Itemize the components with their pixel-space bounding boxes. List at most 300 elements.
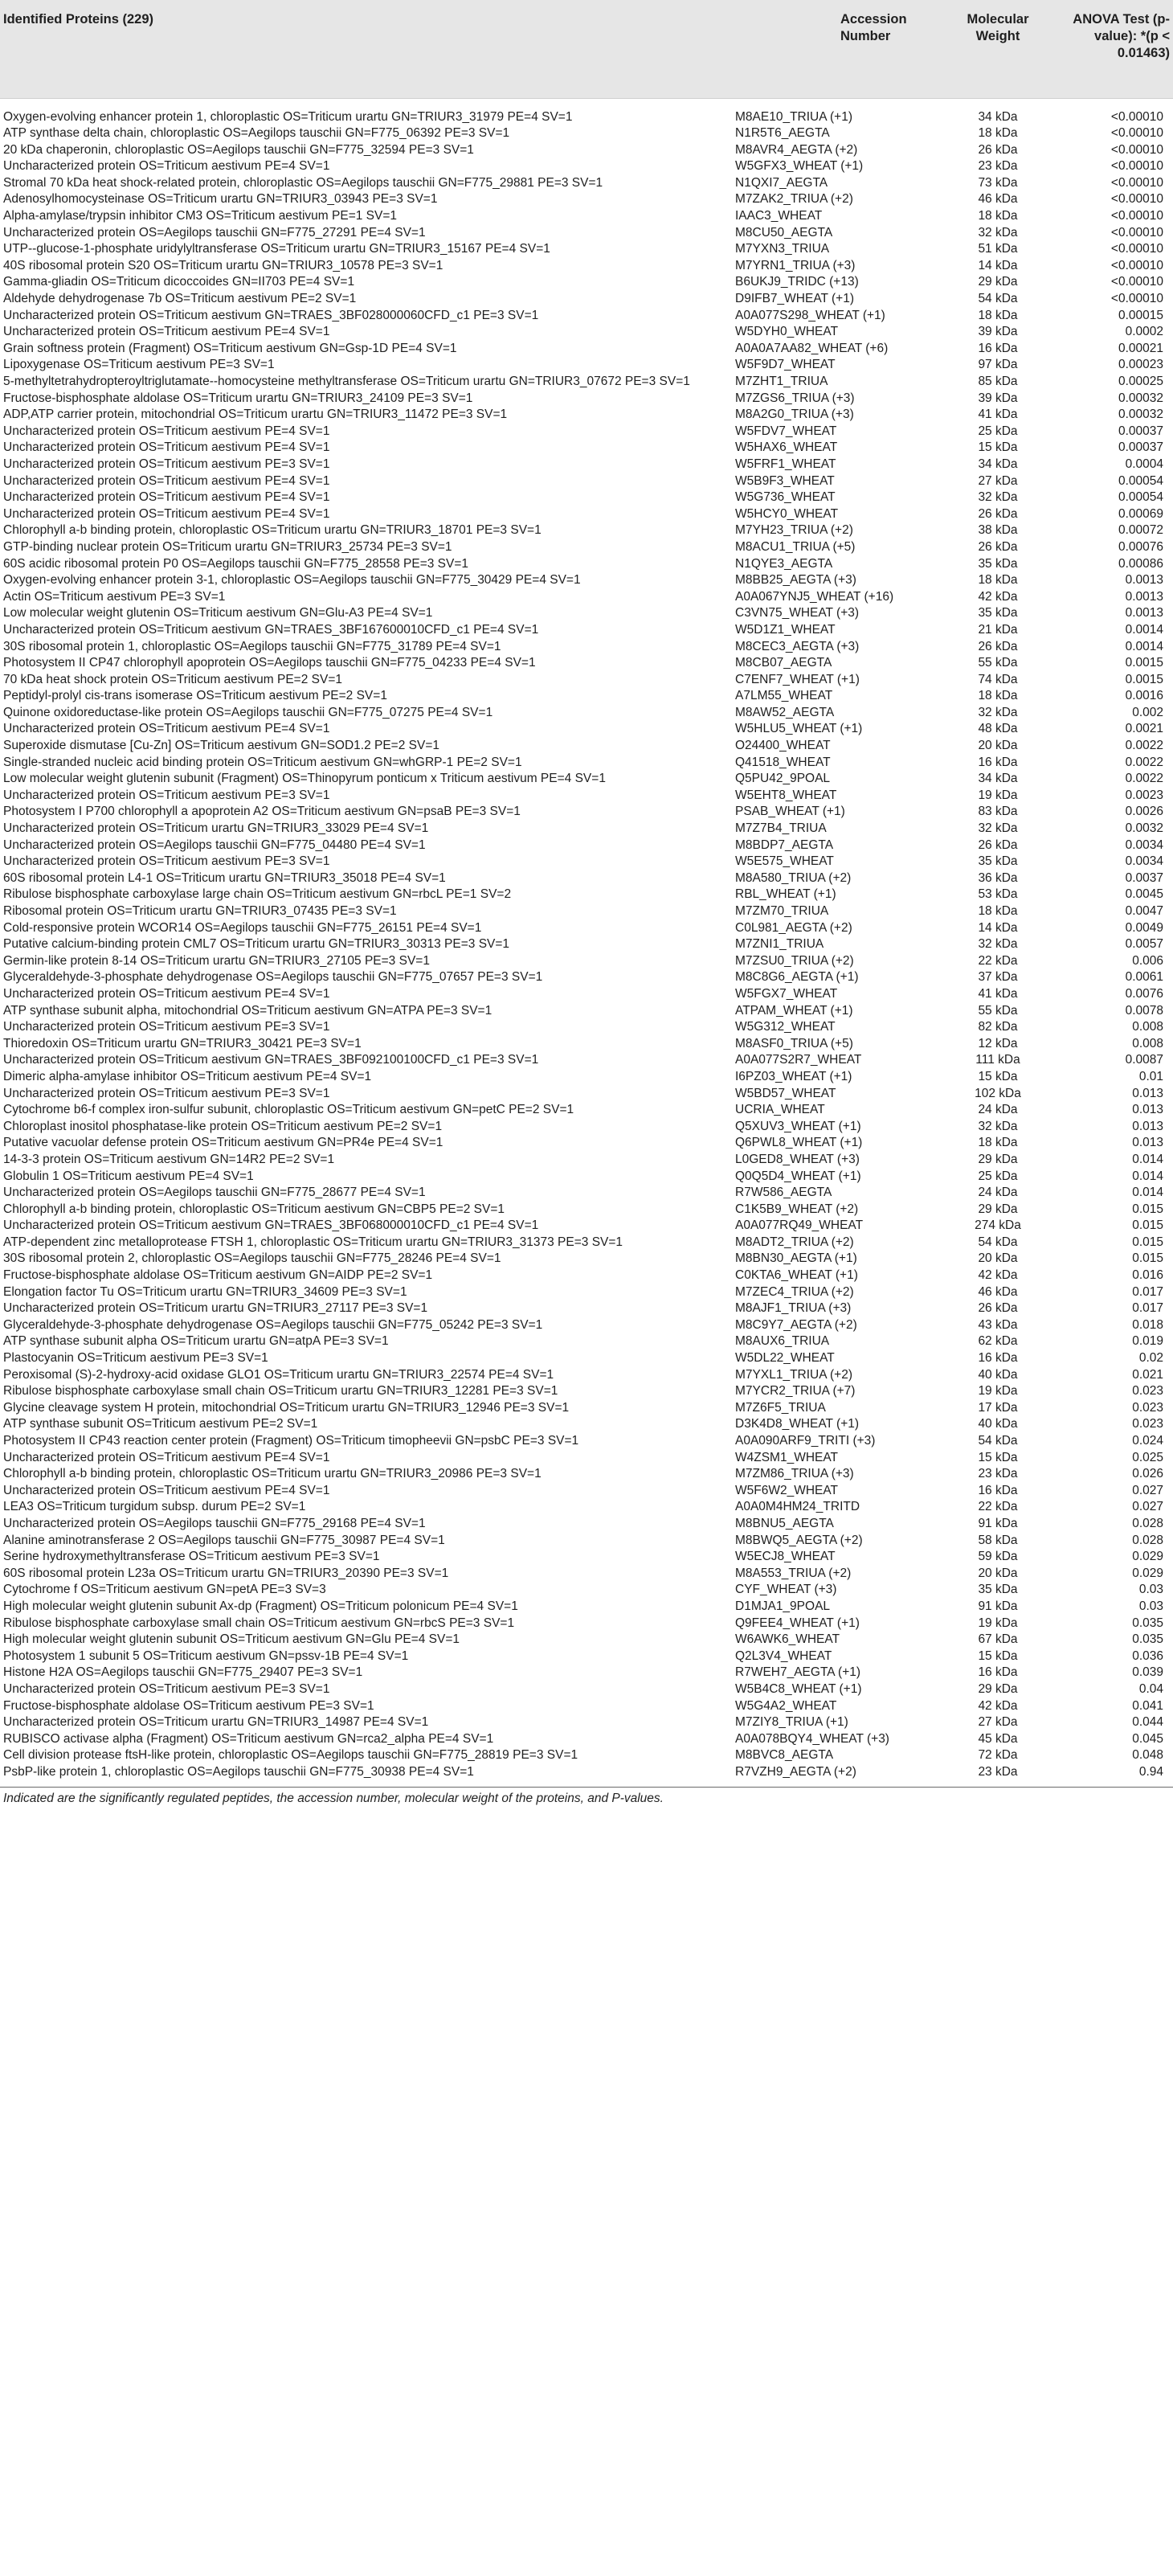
accession-cell: IAAC3_WHEAT	[735, 209, 823, 223]
p-value-cell: 0.0015	[1125, 656, 1163, 670]
accession-cell: M8C9Y7_AEGTA (+2)	[735, 1317, 857, 1332]
table-row	[0, 572, 1173, 589]
p-value-cell: 0.014	[1132, 1169, 1163, 1183]
protein-name-cell: Uncharacterized protein OS=Triticum urartu GN=TRIUR3_33029 PE=4 SV=1	[3, 821, 429, 836]
accession-cell: PSAB_WHEAT (+1)	[735, 805, 845, 819]
accession-cell: A0A078BQY4_WHEAT (+3)	[735, 1731, 889, 1746]
molecular-weight-cell: 32 kDa	[978, 225, 1018, 240]
p-value-cell: <0.00010	[1110, 192, 1163, 207]
table-row	[0, 1416, 1173, 1433]
molecular-weight-cell: 24 kDa	[978, 1103, 1018, 1117]
molecular-weight-cell: 22 kDa	[978, 953, 1018, 968]
protein-name-cell: 40S ribosomal protein S20 OS=Triticum urartu GN=TRIUR3_10578 PE=3 SV=1	[3, 258, 443, 272]
molecular-weight-cell: 67 kDa	[978, 1632, 1018, 1647]
molecular-weight-cell: 41 kDa	[978, 407, 1018, 422]
molecular-weight-cell: 35 kDa	[978, 1583, 1018, 1597]
table-row	[0, 1350, 1173, 1367]
p-value-cell: <0.00010	[1110, 275, 1163, 289]
molecular-weight-cell: 97 kDa	[978, 358, 1018, 372]
accession-cell: M8BN30_AEGTA (+1)	[735, 1251, 857, 1266]
table-row	[0, 1284, 1173, 1301]
p-value-cell: 0.0014	[1125, 639, 1163, 653]
table-row	[0, 721, 1173, 738]
accession-cell: W5FRF1_WHEAT	[735, 457, 836, 471]
p-value-cell: 0.00076	[1118, 539, 1163, 554]
table-row	[0, 191, 1173, 208]
molecular-weight-cell: 26 kDa	[978, 506, 1018, 521]
accession-cell: W5HCY0_WHEAT	[735, 506, 839, 521]
molecular-weight-cell: 62 kDa	[978, 1334, 1018, 1349]
molecular-weight-cell: 91 kDa	[978, 1599, 1018, 1613]
accession-cell: M8ADT2_TRIUA (+2)	[735, 1235, 854, 1249]
table-row	[0, 1300, 1173, 1317]
accession-cell: C7ENF7_WHEAT (+1)	[735, 672, 860, 686]
table-row	[0, 821, 1173, 838]
accession-cell: W5DYH0_WHEAT	[735, 325, 839, 339]
p-value-cell: 0.036	[1132, 1648, 1163, 1663]
protein-name-cell: Uncharacterized protein OS=Triticum aestivum PE=3 SV=1	[3, 1086, 330, 1100]
table-row	[0, 1499, 1173, 1516]
accession-cell: W5G312_WHEAT	[735, 1020, 836, 1034]
p-value-cell: 0.94	[1138, 1764, 1163, 1779]
molecular-weight-cell: 55 kDa	[978, 1003, 1018, 1018]
molecular-weight-cell: 38 kDa	[978, 523, 1018, 538]
accession-cell: N1QXI7_AEGTA	[735, 175, 828, 190]
p-value-cell: <0.00010	[1110, 242, 1163, 256]
molecular-weight-cell: 91 kDa	[978, 1516, 1018, 1530]
accession-cell: R7VZH9_AEGTA (+2)	[735, 1764, 856, 1779]
p-value-cell: <0.00010	[1110, 159, 1163, 174]
table-row	[0, 738, 1173, 755]
p-value-cell: 0.0078	[1125, 1003, 1163, 1018]
table-row	[0, 1483, 1173, 1500]
header-anova-text: ANOVA Test (p-value): *(p < 0.01463)	[1073, 12, 1170, 60]
protein-name-cell: Globulin 1 OS=Triticum aestivum PE=4 SV=1	[3, 1169, 254, 1183]
molecular-weight-cell: 37 kDa	[978, 970, 1018, 985]
accession-cell: ATPAM_WHEAT (+1)	[735, 1003, 853, 1018]
protein-name-cell: Quinone oxidoreductase-like protein OS=Aegilops tauschii GN=F775_07275 PE=4 SV=1	[3, 705, 493, 719]
protein-name-cell: Superoxide dismutase [Cu-Zn] OS=Triticum aestivum GN=SOD1.2 PE=2 SV=1	[3, 739, 440, 753]
accession-cell: M8BWQ5_AEGTA (+2)	[735, 1533, 863, 1547]
molecular-weight-cell: 34 kDa	[978, 457, 1018, 471]
protein-name-cell: Putative calcium-binding protein CML7 OS=Triticum urartu GN=TRIUR3_30313 PE=3 SV=1	[3, 937, 510, 952]
p-value-cell: 0.018	[1132, 1317, 1163, 1332]
table-row	[0, 1582, 1173, 1599]
p-value-cell: 0.013	[1132, 1086, 1163, 1100]
table-row	[0, 1052, 1173, 1069]
protein-name-cell: Uncharacterized protein OS=Triticum urartu GN=TRIUR3_14987 PE=4 SV=1	[3, 1715, 429, 1730]
accession-cell: M8ACU1_TRIUA (+5)	[735, 539, 856, 554]
table-row	[0, 1466, 1173, 1483]
molecular-weight-cell: 18 kDa	[978, 904, 1018, 918]
protein-name-cell: Peroxisomal (S)-2-hydroxy-acid oxidase GLO1 OS=Triticum urartu GN=TRIUR3_22574 PE=4 SV=1	[3, 1367, 554, 1382]
accession-cell: W5B4C8_WHEAT (+1)	[735, 1681, 862, 1696]
accession-cell: M7ZM70_TRIUA	[735, 904, 829, 918]
p-value-cell: 0.014	[1132, 1186, 1163, 1200]
table-row	[0, 622, 1173, 639]
p-value-cell: 0.00086	[1118, 556, 1163, 571]
molecular-weight-cell: 17 kDa	[978, 1400, 1018, 1415]
molecular-weight-cell: 16 kDa	[978, 1351, 1018, 1366]
molecular-weight-cell: 54 kDa	[978, 292, 1018, 306]
protein-name-cell: Photosystem II CP47 chlorophyll apoprotein OS=Aegilops tauschii GN=F775_04233 PE=4 SV=1	[3, 656, 536, 670]
table-row	[0, 589, 1173, 606]
p-value-cell: 0.0014	[1125, 622, 1163, 637]
p-value-cell: 0.048	[1132, 1748, 1163, 1763]
p-value-cell: <0.00010	[1110, 126, 1163, 141]
accession-cell: W5F6W2_WHEAT	[735, 1483, 839, 1497]
molecular-weight-cell: 26 kDa	[978, 838, 1018, 852]
molecular-weight-cell: 18 kDa	[978, 308, 1018, 322]
accession-cell: M8AE10_TRIUA (+1)	[735, 109, 853, 124]
molecular-weight-cell: 35 kDa	[978, 606, 1018, 620]
p-value-cell: 0.028	[1132, 1533, 1163, 1547]
table-row	[0, 241, 1173, 258]
protein-name-cell: 60S ribosomal protein L23a OS=Triticum urartu GN=TRIUR3_20390 PE=3 SV=1	[3, 1566, 449, 1580]
molecular-weight-cell: 41 kDa	[978, 986, 1018, 1001]
molecular-weight-cell: 23 kDa	[978, 1764, 1018, 1779]
table-row	[0, 98, 1173, 125]
p-value-cell: 0.028	[1132, 1516, 1163, 1530]
accession-cell: M7ZIY8_TRIUA (+1)	[735, 1715, 848, 1730]
accession-cell: M7YXN3_TRIUA	[735, 242, 830, 256]
molecular-weight-cell: 55 kDa	[978, 656, 1018, 670]
molecular-weight-cell: 34 kDa	[978, 109, 1018, 124]
p-value-cell: 0.00023	[1118, 358, 1163, 372]
accession-cell: W5HAX6_WHEAT	[735, 440, 838, 455]
protein-name-cell: LEA3 OS=Triticum turgidum subsp. durum PE=2 SV=1	[3, 1500, 306, 1514]
protein-name-cell: Uncharacterized protein OS=Aegilops tauschii GN=F775_28677 PE=4 SV=1	[3, 1186, 426, 1200]
protein-name-cell: Uncharacterized protein OS=Triticum aestivum PE=4 SV=1	[3, 440, 330, 455]
table-row	[0, 440, 1173, 457]
p-value-cell: 0.00069	[1118, 506, 1163, 521]
molecular-weight-cell: 19 kDa	[978, 788, 1018, 802]
table-row	[0, 225, 1173, 242]
molecular-weight-cell: 40 kDa	[978, 1417, 1018, 1431]
table-row	[0, 1599, 1173, 1616]
table-row	[0, 870, 1173, 887]
header-anova	[1041, 0, 1173, 98]
accession-cell: W5ECJ8_WHEAT	[735, 1550, 836, 1564]
accession-cell: N1R5T6_AEGTA	[735, 126, 830, 141]
table-row	[0, 1317, 1173, 1334]
molecular-weight-cell: 54 kDa	[978, 1434, 1018, 1448]
table-row	[0, 539, 1173, 556]
table-row	[0, 953, 1173, 970]
accession-cell: M8C8G6_AEGTA (+1)	[735, 970, 859, 985]
table-row	[0, 969, 1173, 986]
p-value-cell: <0.00010	[1110, 109, 1163, 124]
p-value-cell: 0.002	[1132, 705, 1163, 719]
p-value-cell: 0.027	[1132, 1500, 1163, 1514]
molecular-weight-cell: 53 kDa	[978, 887, 1018, 902]
table-row	[0, 688, 1173, 705]
table-row	[0, 407, 1173, 424]
protein-name-cell: Uncharacterized protein OS=Triticum aestivum PE=3 SV=1	[3, 1020, 330, 1034]
molecular-weight-cell: 15 kDa	[978, 1450, 1018, 1464]
accession-cell: M7YH23_TRIUA (+2)	[735, 523, 853, 538]
protein-name-cell: Uncharacterized protein OS=Triticum aestivum GN=TRAES_3BF092100100CFD_c1 PE=3 SV=1	[3, 1053, 539, 1067]
protein-name-cell: GTP-binding nuclear protein OS=Triticum urartu GN=TRIUR3_25734 PE=3 SV=1	[3, 539, 452, 554]
accession-cell: Q5PU42_9POAL	[735, 772, 831, 786]
protein-name-cell: Cytochrome f OS=Triticum aestivum GN=petA PE=3 SV=3	[3, 1583, 326, 1597]
protein-name-cell: Cold-responsive protein WCOR14 OS=Aegilops tauschii GN=F775_26151 PE=4 SV=1	[3, 920, 482, 935]
protein-name-cell: 60S ribosomal protein L4-1 OS=Triticum urartu GN=TRIUR3_35018 PE=4 SV=1	[3, 870, 446, 885]
accession-cell: W5G4A2_WHEAT	[735, 1698, 837, 1713]
table-row	[0, 1681, 1173, 1698]
molecular-weight-cell: 42 kDa	[978, 1268, 1018, 1283]
protein-name-cell: Ribulose bisphosphate carboxylase large chain OS=Triticum aestivum GN=rbcL PE=1 SV=2	[3, 887, 512, 902]
p-value-cell: 0.023	[1132, 1384, 1163, 1399]
protein-name-cell: Photosystem II CP43 reaction center protein (Fragment) OS=Triticum timopheevii GN=psbC PE=3 SV=1	[3, 1434, 579, 1448]
table-row	[0, 1235, 1173, 1251]
protein-name-cell: Aldehyde dehydrogenase 7b OS=Triticum aestivum PE=2 SV=1	[3, 292, 357, 306]
accession-cell: UCRIA_WHEAT	[735, 1103, 825, 1117]
protein-name-cell: Ribosomal protein OS=Triticum urartu GN=TRIUR3_07435 PE=3 SV=1	[3, 904, 397, 918]
protein-name-cell: Germin-like protein 8-14 OS=Triticum urartu GN=TRIUR3_27105 PE=3 SV=1	[3, 953, 430, 968]
table-row	[0, 755, 1173, 772]
accession-cell: A0A0M4HM24_TRITD	[735, 1500, 860, 1514]
p-value-cell: 0.0021	[1125, 722, 1163, 736]
p-value-cell: 0.0004	[1125, 457, 1163, 471]
p-value-cell: 0.0049	[1125, 920, 1163, 935]
molecular-weight-cell: 32 kDa	[978, 1119, 1018, 1133]
accession-cell: M8BB25_AEGTA (+3)	[735, 573, 856, 588]
protein-name-cell: Uncharacterized protein OS=Triticum aestivum PE=4 SV=1	[3, 473, 330, 488]
protein-name-cell: Serine hydroxymethyltransferase OS=Triticum aestivum PE=3 SV=1	[3, 1550, 380, 1564]
protein-name-cell: 14-3-3 protein OS=Triticum aestivum GN=14R2 PE=2 SV=1	[3, 1152, 335, 1166]
protein-name-cell: Peptidyl-prolyl cis-trans isomerase OS=Triticum aestivum PE=2 SV=1	[3, 689, 387, 703]
protein-name-cell: Uncharacterized protein OS=Triticum aestivum PE=3 SV=1	[3, 854, 330, 869]
molecular-weight-cell: 16 kDa	[978, 1483, 1018, 1497]
molecular-weight-cell: 85 kDa	[978, 375, 1018, 388]
protein-name-cell: Oxygen-evolving enhancer protein 1, chloroplastic OS=Triticum urartu GN=TRIUR3_31979 PE=4 SV=1	[3, 109, 573, 124]
protein-name-cell: Uncharacterized protein OS=Triticum aestivum PE=3 SV=1	[3, 788, 330, 802]
protein-name-cell: Uncharacterized protein OS=Triticum aestivum PE=4 SV=1	[3, 506, 330, 521]
table-row	[0, 274, 1173, 291]
table-row	[0, 1152, 1173, 1169]
protein-name-cell: Ribulose bisphosphate carboxylase small chain OS=Triticum urartu GN=TRIUR3_12281 PE=3 SV=1	[3, 1384, 558, 1399]
molecular-weight-cell: 29 kDa	[978, 275, 1018, 289]
table-row	[0, 920, 1173, 937]
protein-name-cell: Uncharacterized protein OS=Triticum aestivum PE=4 SV=1	[3, 986, 330, 1001]
accession-cell: L0GED8_WHEAT (+3)	[735, 1152, 860, 1166]
table-row	[0, 1019, 1173, 1036]
accession-cell: W5GFX3_WHEAT (+1)	[735, 159, 864, 174]
p-value-cell: 0.0022	[1125, 755, 1163, 769]
molecular-weight-cell: 14 kDa	[978, 920, 1018, 935]
p-value-cell: 0.014	[1132, 1152, 1163, 1166]
accession-cell: M7ZHT1_TRIUA	[735, 375, 828, 388]
p-value-cell: 0.0013	[1125, 606, 1163, 620]
header-molecular-weight	[954, 0, 1041, 98]
p-value-cell: 0.00037	[1118, 440, 1163, 455]
protein-name-cell: Photosystem I P700 chlorophyll a apoprotein A2 OS=Triticum aestivum GN=psaB PE=3 SV=1	[3, 805, 521, 819]
protein-name-cell: ATP synthase subunit alpha, mitochondrial OS=Triticum aestivum GN=ATPA PE=3 SV=1	[3, 1003, 492, 1018]
p-value-cell: 0.044	[1132, 1715, 1163, 1730]
protein-name-cell: Uncharacterized protein OS=Triticum aestivum PE=4 SV=1	[3, 1483, 330, 1497]
p-value-cell: 0.01	[1138, 1069, 1163, 1083]
molecular-weight-cell: 34 kDa	[978, 772, 1018, 786]
molecular-weight-cell: 39 kDa	[978, 325, 1018, 339]
protein-name-cell: Lipoxygenase OS=Triticum aestivum PE=3 SV=1	[3, 358, 275, 372]
accession-cell: I6PZ03_WHEAT (+1)	[735, 1069, 852, 1083]
protein-name-cell: ATP synthase subunit OS=Triticum aestivum PE=2 SV=1	[3, 1417, 318, 1431]
accession-cell: A0A0A7AA82_WHEAT (+6)	[735, 341, 889, 355]
molecular-weight-cell: 26 kDa	[978, 539, 1018, 554]
molecular-weight-cell: 18 kDa	[978, 689, 1018, 703]
accession-cell: M7ZEC4_TRIUA (+2)	[735, 1284, 854, 1299]
protein-name-cell: Adenosylhomocysteinase OS=Triticum urartu GN=TRIUR3_03943 PE=3 SV=1	[3, 192, 438, 207]
molecular-weight-cell: 23 kDa	[978, 159, 1018, 174]
table-header	[0, 0, 1173, 98]
molecular-weight-cell: 42 kDa	[978, 1698, 1018, 1713]
table-row	[0, 506, 1173, 523]
table-row	[0, 1433, 1173, 1450]
p-value-cell: 0.016	[1132, 1268, 1163, 1283]
molecular-weight-cell: 27 kDa	[978, 473, 1018, 488]
molecular-weight-cell: 23 kDa	[978, 1467, 1018, 1481]
protein-name-cell: ADP,ATP carrier protein, mitochondrial OS=Triticum urartu GN=TRIUR3_11472 PE=3 SV=1	[3, 407, 508, 422]
table-row	[0, 1764, 1173, 1781]
table-row	[0, 142, 1173, 159]
accession-cell: C0L981_AEGTA (+2)	[735, 920, 852, 935]
p-value-cell: 0.00032	[1118, 407, 1163, 422]
protein-name-cell: Chlorophyll a-b binding protein, chloroplastic OS=Triticum urartu GN=TRIUR3_18701 PE=3 SV=1	[3, 523, 542, 538]
accession-cell: A7LM55_WHEAT	[735, 689, 833, 703]
accession-cell: W6AWK6_WHEAT	[735, 1632, 840, 1647]
protein-name-cell: Glyceraldehyde-3-phosphate dehydrogenase OS=Aegilops tauschii GN=F775_05242 PE=3 SV=1	[3, 1317, 543, 1332]
table-row	[0, 473, 1173, 490]
accession-cell: M7YXL1_TRIUA (+2)	[735, 1367, 853, 1382]
molecular-weight-cell: 29 kDa	[978, 1681, 1018, 1696]
p-value-cell: 0.0076	[1125, 986, 1163, 1001]
table-row	[0, 788, 1173, 805]
protein-name-cell: Fructose-bisphosphate aldolase OS=Triticum urartu GN=TRIUR3_24109 PE=3 SV=1	[3, 391, 473, 405]
protein-name-cell: Low molecular weight glutenin subunit (Fragment) OS=Thinopyrum ponticum x Triticum aestivum PE=4 SV=1	[3, 772, 606, 786]
molecular-weight-cell: 72 kDa	[978, 1748, 1018, 1763]
p-value-cell: 0.039	[1132, 1665, 1163, 1680]
p-value-cell: 0.008	[1132, 1020, 1163, 1034]
accession-cell: A0A077S2R7_WHEAT	[735, 1053, 862, 1067]
protein-name-cell: Uncharacterized protein OS=Aegilops tauschii GN=F775_27291 PE=4 SV=1	[3, 225, 426, 240]
accession-cell: M8AJF1_TRIUA (+3)	[735, 1301, 852, 1316]
p-value-cell: 0.0087	[1125, 1053, 1163, 1067]
p-value-cell: 0.024	[1132, 1434, 1163, 1448]
table-row	[0, 1632, 1173, 1648]
accession-cell: R7W586_AEGTA	[735, 1186, 832, 1200]
molecular-weight-cell: 25 kDa	[978, 1169, 1018, 1183]
protein-name-cell: Fructose-bisphosphate aldolase OS=Triticum aestivum PE=3 SV=1	[3, 1698, 374, 1713]
accession-cell: D9IFB7_WHEAT (+1)	[735, 292, 855, 306]
table-row	[0, 424, 1173, 440]
molecular-weight-cell: 29 kDa	[978, 1202, 1018, 1216]
accession-cell: N1QYE3_AEGTA	[735, 556, 833, 571]
accession-cell: M7ZNI1_TRIUA	[735, 937, 824, 952]
molecular-weight-cell: 29 kDa	[978, 1152, 1018, 1166]
p-value-cell: <0.00010	[1110, 175, 1163, 190]
table-row	[0, 357, 1173, 374]
p-value-cell: 0.00054	[1118, 473, 1163, 488]
protein-name-cell: Histone H2A OS=Aegilops tauschii GN=F775_29407 PE=3 SV=1	[3, 1665, 363, 1680]
protein-name-cell: Grain softness protein (Fragment) OS=Triticum aestivum GN=Gsp-1D PE=4 SV=1	[3, 341, 457, 355]
molecular-weight-cell: 35 kDa	[978, 556, 1018, 571]
p-value-cell: 0.017	[1132, 1301, 1163, 1316]
accession-cell: Q2L3V4_WHEAT	[735, 1648, 832, 1663]
protein-name-cell: Oxygen-evolving enhancer protein 3-1, chloroplastic OS=Aegilops tauschii GN=F775_30429 PE=4 SV=1	[3, 573, 581, 588]
molecular-weight-cell: 12 kDa	[978, 1036, 1018, 1050]
molecular-weight-cell: 45 kDa	[978, 1731, 1018, 1746]
protein-name-cell: Cell division protease ftsH-like protein, chloroplastic OS=Aegilops tauschii GN=F775_28819 PE=3 SV=1	[3, 1748, 578, 1763]
table-row	[0, 605, 1173, 622]
p-value-cell: 0.015	[1132, 1202, 1163, 1216]
protein-name-cell: Glycine cleavage system H protein, mitochondrial OS=Triticum urartu GN=TRIUR3_12946 PE=3 SV=1	[3, 1400, 570, 1415]
p-value-cell: <0.00010	[1110, 258, 1163, 272]
table-body	[0, 98, 1173, 1780]
molecular-weight-cell: 39 kDa	[978, 391, 1018, 405]
protein-name-cell: 30S ribosomal protein 2, chloroplastic OS=Aegilops tauschii GN=F775_28246 PE=4 SV=1	[3, 1251, 501, 1266]
accession-cell: W5E575_WHEAT	[735, 854, 834, 869]
protein-name-cell: Uncharacterized protein OS=Triticum aestivum PE=4 SV=1	[3, 159, 330, 174]
accession-cell: M8AVR4_AEGTA (+2)	[735, 142, 858, 157]
table-row	[0, 1218, 1173, 1235]
p-value-cell: 0.015	[1132, 1235, 1163, 1249]
accession-cell: Q41518_WHEAT	[735, 755, 831, 769]
header-proteins: Identified Proteins (229)	[0, 0, 713, 98]
table-row	[0, 1731, 1173, 1748]
protein-name-cell: ATP synthase delta chain, chloroplastic OS=Aegilops tauschii GN=F775_06392 PE=3 SV=1	[3, 126, 510, 141]
table-footnote: Indicated are the significantly regulated peptides, the accession number, molecular weight of the proteins, and P-values.	[3, 1792, 664, 1806]
p-value-cell: 0.013	[1132, 1103, 1163, 1117]
protein-name-cell: ATP-dependent zinc metalloprotease FTSH 1, chloroplastic OS=Triticum urartu GN=TRIUR3_31373 PE=3 SV=1	[3, 1235, 623, 1249]
p-value-cell: 0.023	[1132, 1417, 1163, 1431]
protein-name-cell: High molecular weight glutenin subunit OS=Triticum aestivum GN=Glu PE=4 SV=1	[3, 1632, 460, 1647]
molecular-weight-cell: 27 kDa	[978, 1715, 1018, 1730]
protein-name-cell: Elongation factor Tu OS=Triticum urartu GN=TRIUR3_34609 PE=3 SV=1	[3, 1284, 407, 1299]
accession-cell: W5HLU5_WHEAT (+1)	[735, 722, 863, 736]
accession-cell: M8AW52_AEGTA	[735, 705, 835, 719]
header-molecular-weight-text: Molecular Weight	[967, 12, 1029, 43]
molecular-weight-cell: 59 kDa	[978, 1550, 1018, 1564]
p-value-cell: 0.035	[1132, 1632, 1163, 1647]
protein-name-cell: RUBISCO activase alpha (Fragment) OS=Triticum aestivum GN=rca2_alpha PE=4 SV=1	[3, 1731, 494, 1746]
table-row	[0, 1119, 1173, 1136]
molecular-weight-cell: 43 kDa	[978, 1317, 1018, 1332]
accession-cell: Q0Q5D4_WHEAT (+1)	[735, 1169, 861, 1183]
molecular-weight-cell: 15 kDa	[978, 1069, 1018, 1083]
accession-cell: R7WEH7_AEGTA (+1)	[735, 1665, 861, 1680]
p-value-cell: 0.029	[1132, 1566, 1163, 1580]
table-row	[0, 1169, 1173, 1186]
p-value-cell: 0.0022	[1125, 739, 1163, 753]
protein-name-cell: Uncharacterized protein OS=Triticum aestivum PE=4 SV=1	[3, 424, 330, 438]
protein-name-cell: Uncharacterized protein OS=Triticum aestivum PE=4 SV=1	[3, 325, 330, 339]
accession-cell: M7ZAK2_TRIUA (+2)	[735, 192, 853, 207]
table-row	[0, 1450, 1173, 1467]
accession-cell: M7ZM86_TRIUA (+3)	[735, 1467, 854, 1481]
accession-cell: M8ASF0_TRIUA (+5)	[735, 1036, 853, 1050]
accession-cell: Q9FEE4_WHEAT (+1)	[735, 1616, 860, 1630]
table-row	[0, 1665, 1173, 1681]
protein-name-cell: Stromal 70 kDa heat shock-related protein, chloroplastic OS=Aegilops tauschii GN=F775_29881 PE=3 SV=1	[3, 175, 603, 190]
p-value-cell: 0.0015	[1125, 672, 1163, 686]
p-value-cell: 0.00072	[1118, 523, 1163, 538]
molecular-weight-cell: 18 kDa	[978, 209, 1018, 223]
protein-name-cell: Cytochrome b6-f complex iron-sulfur subunit, chloroplastic OS=Triticum aestivum GN=petC PE=2 SV=1	[3, 1103, 574, 1117]
p-value-cell: 0.045	[1132, 1731, 1163, 1746]
p-value-cell: 0.0002	[1125, 325, 1163, 339]
protein-name-cell: Single-stranded nucleic acid binding protein OS=Triticum aestivum GN=whGRP-1 PE=2 SV=1	[3, 755, 522, 769]
